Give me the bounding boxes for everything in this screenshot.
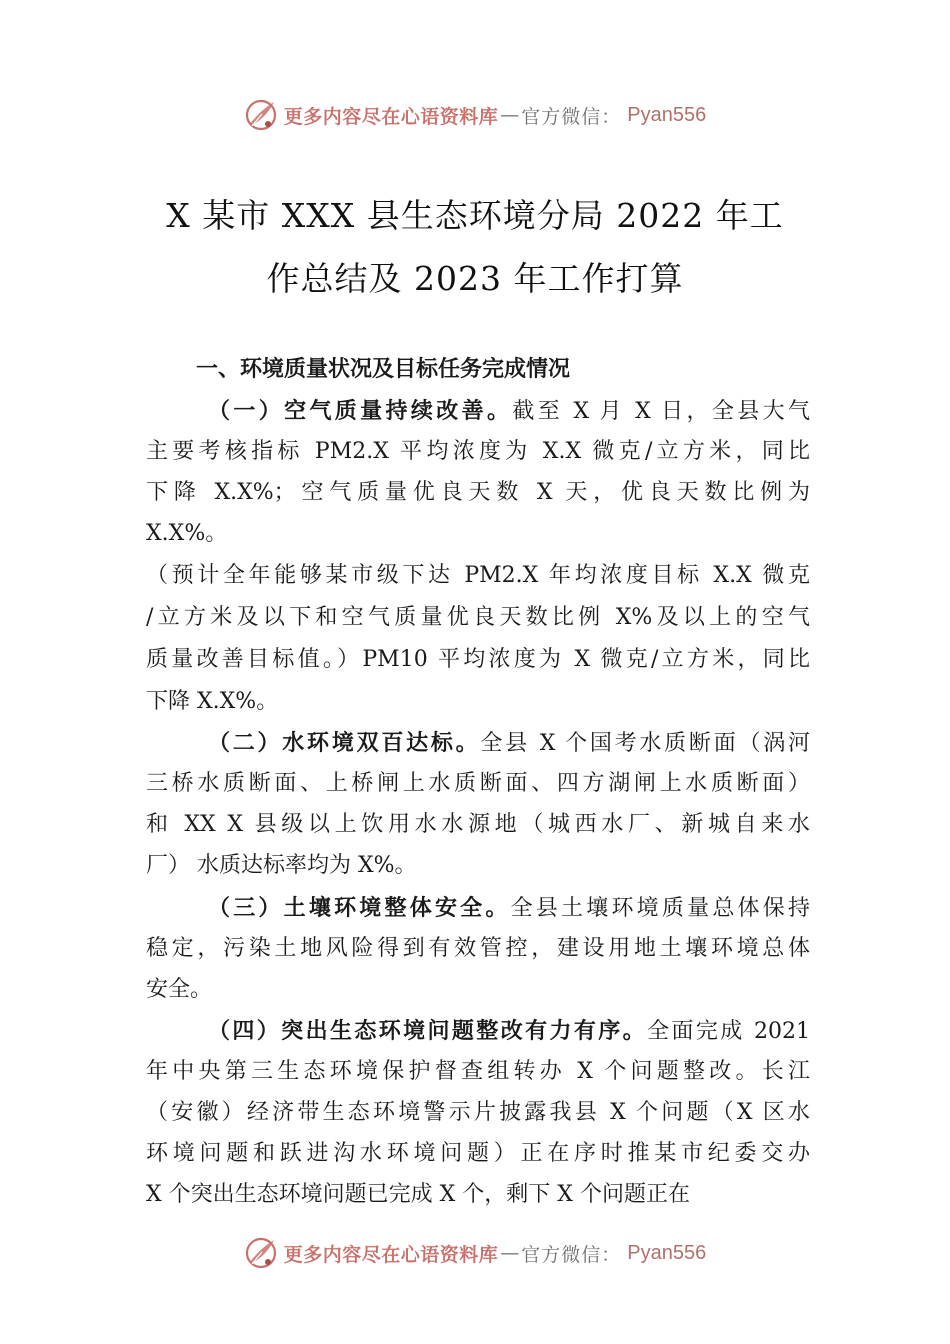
paragraph-4-line-2: 稳定，污染土地风险得到有效管控，建设用地土壤环境总体	[146, 936, 810, 961]
paragraph-1-line-3: 下降 X.X%；空气质量优良天数 X 天，优良天数比例为	[146, 480, 810, 505]
paragraph-1-lead: （一）空气质量持续改善。	[208, 398, 513, 424]
paragraph-4-line-1-text: 全县土壤环境质量总体保持	[510, 896, 810, 921]
paragraph-1-line-1	[208, 396, 810, 427]
paragraph-3-line-3: 和 XX X 县级以上饮用水水源地（城西水厂、新城自来水	[146, 812, 810, 837]
paragraph-2-line-1: （预计全年能够某市级下达 PM2.X 年均浓度目标 X.X 微克	[146, 563, 810, 588]
paragraph-1-line-4: X.X%。	[146, 521, 228, 546]
paragraph-4-lead: （三）土壤环境整体安全。	[208, 895, 511, 921]
paragraph-3-lead: （二）水环境双百达标。	[208, 730, 481, 756]
footer-watermark	[0, 1233, 950, 1273]
paragraph-3-line-1-text: 全县 X 个国考水质断面（涡河	[480, 731, 810, 756]
paragraph-5-line-1-text: 全面完成 2021	[647, 1019, 810, 1044]
paragraph-5-line-2: 年中央第三生态环境保护督查组转办 X 个问题整改。长江	[146, 1059, 810, 1084]
section-heading: 一、环境质量状况及目标任务完成情况	[196, 357, 571, 382]
watermark-label: 官方微信：	[521, 1243, 622, 1266]
watermark-text: 更多内容尽在心语资料库	[283, 105, 499, 128]
paragraph-2-line-2: /立方米及以下和空气质量优良天数比例 X%及以上的空气	[146, 605, 810, 630]
paragraph-5-lead: （四）突出生态环境问题整改有力有序。	[208, 1018, 648, 1044]
paragraph-4-line-3: 安全。	[146, 977, 213, 1002]
paragraph-3-line-2: 三桥水质断面、上桥闸上水质断面、四方湖闸上水质断面）	[146, 771, 810, 796]
quill-logo-icon	[244, 1236, 278, 1270]
document-title-line-1: X 某市 XXX 县生态环境分局 2022 年工	[166, 196, 784, 235]
watermark-separator: —	[500, 1242, 520, 1264]
paragraph-2-line-3: 质量改善目标值。）PM10 平均浓度为 X 微克/立方米，同比	[146, 647, 810, 672]
paragraph-3-line-4: 厂） 水质达标率均为 X%。	[146, 853, 417, 878]
paragraph-5-line-4: 环境问题和跃进沟水环境问题）正在序时推某市纪委交办	[146, 1141, 810, 1166]
paragraph-5-line-3: （安徽）经济带生态环境警示片披露我县 X 个问题（X 区水	[146, 1100, 810, 1125]
header-watermark	[0, 95, 950, 135]
watermark-text: 更多内容尽在心语资料库	[283, 1243, 499, 1266]
paragraph-2-line-4: 下降 X.X%。	[146, 689, 279, 714]
quill-logo-icon	[244, 98, 278, 132]
paragraph-1-line-2: 主要考核指标 PM2.X 平均浓度为 X.X 微克/立方米，同比	[146, 439, 810, 464]
document-title-line-2: 作总结及 2023 年工作打算	[266, 259, 684, 298]
paragraph-3-line-1	[208, 728, 810, 759]
watermark-id: Pyan556	[627, 1241, 707, 1264]
watermark-label: 官方微信：	[521, 105, 622, 128]
paragraph-1-line-1-text: 截至 X 月 X 日，全县大气	[512, 399, 810, 424]
paragraph-5-line-5: X 个突出生态环境问题已完成 X 个，剩下 X 个问题正在	[146, 1182, 690, 1207]
paragraph-4-line-1	[208, 893, 810, 924]
watermark-separator: —	[500, 104, 520, 126]
paragraph-5-line-1	[208, 1016, 810, 1047]
watermark-id: Pyan556	[627, 103, 707, 126]
